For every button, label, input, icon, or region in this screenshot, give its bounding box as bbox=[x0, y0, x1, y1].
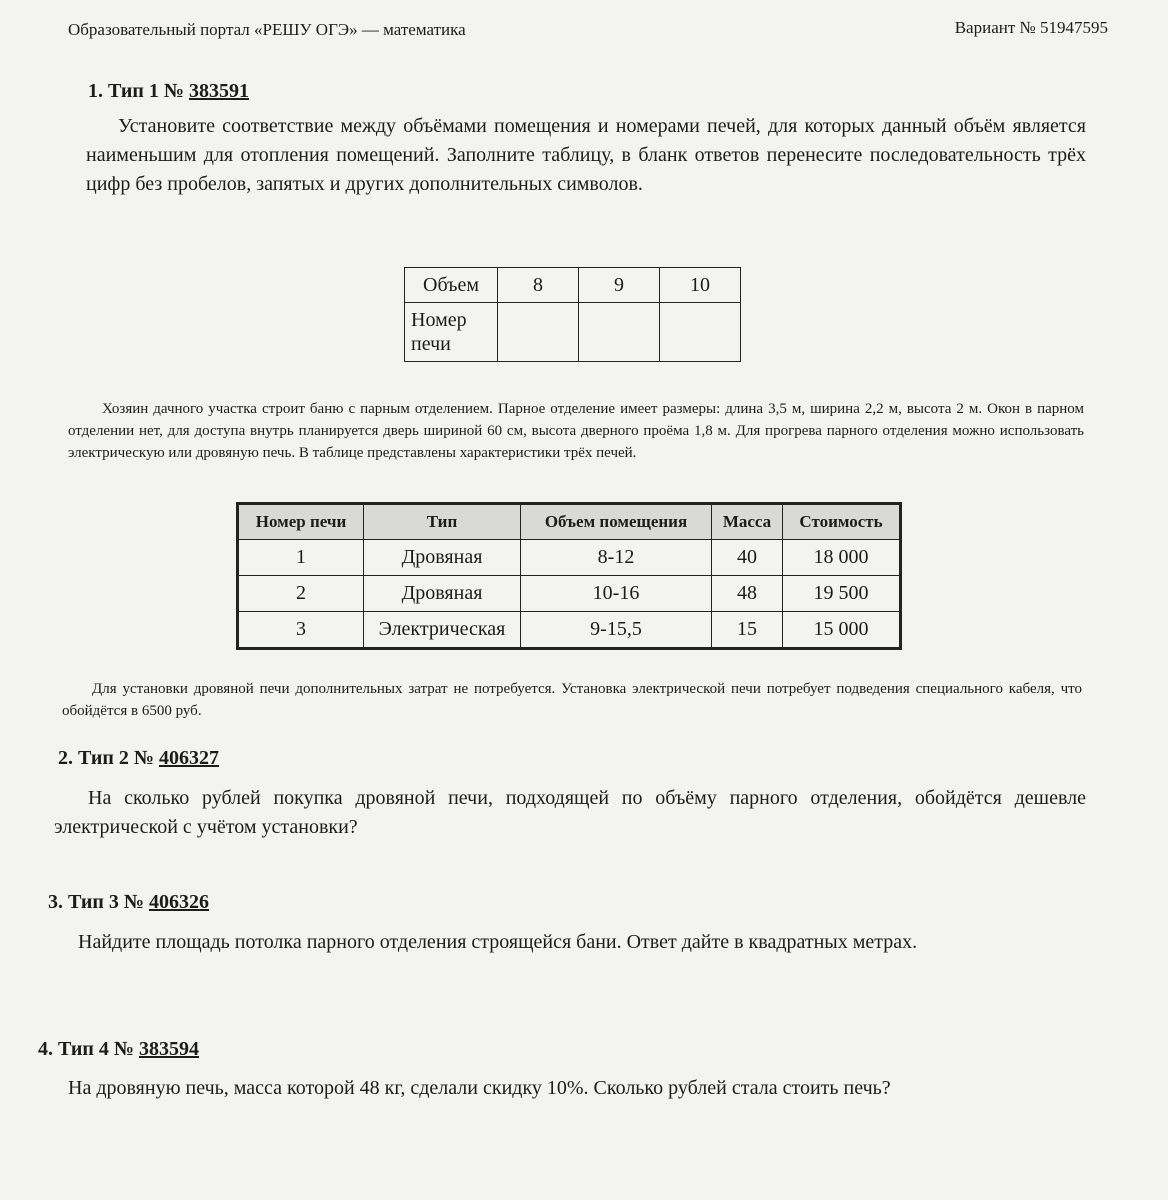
task-2-number-link[interactable]: 406327 bbox=[159, 747, 219, 769]
match-table bbox=[404, 267, 741, 362]
task-2-heading bbox=[58, 747, 219, 770]
match-table-header-volume: Объем bbox=[405, 268, 498, 303]
match-answer-cell-2[interactable] bbox=[579, 303, 660, 362]
task-4-text: На дровяную печь, масса которой 48 кг, сделали скидку 10%. Сколько рублей стала стоить печь? bbox=[68, 1077, 891, 1099]
table-row bbox=[239, 540, 900, 576]
variant-number: Вариант № 51947595 bbox=[954, 18, 1108, 37]
context-intro: Хозяин дачного участка строит баню с парным отделением. Парное отделение имеет размеры: длина 3,5 м, ширина 2,2 м, высота 2 м. Окон в парном отделении нет, для доступа внутрь планируется дверь шириной 60 см, высота дверного проёма 1,8 м. Для прогрева парного отделения можно использовать электрическую или дровяную печь. В таблице представлены характеристики трёх печей. bbox=[68, 401, 1084, 461]
table-row bbox=[239, 576, 900, 612]
stove-type: Дровяная bbox=[364, 540, 521, 576]
stove-number: 1 bbox=[239, 540, 364, 576]
stove-mass: 15 bbox=[712, 612, 783, 648]
task-1-number-link[interactable]: 383591 bbox=[189, 80, 249, 102]
stoves-header-mass: Масса bbox=[712, 505, 783, 540]
task-2-label: 2. Тип 2 № bbox=[58, 747, 159, 769]
task-3-number-link[interactable]: 406326 bbox=[149, 891, 209, 913]
portal-title: Образовательный портал «РЕШУ ОГЭ» — математика bbox=[68, 20, 466, 39]
stove-cost: 15 000 bbox=[783, 612, 900, 648]
stove-cost: 18 000 bbox=[783, 540, 900, 576]
context-note: Для установки дровяной печи дополнительных затрат не потребуется. Установка электрической печи потребует подведения специального кабеля, что обойдётся в 6500 руб. bbox=[62, 681, 1082, 719]
task-1-label: 1. Тип 1 № bbox=[88, 80, 189, 102]
stove-number: 3 bbox=[239, 612, 364, 648]
task-4-number-link[interactable]: 383594 bbox=[139, 1038, 199, 1060]
match-answer-cell-3[interactable] bbox=[660, 303, 741, 362]
match-cell-value-8: 8 bbox=[498, 268, 579, 303]
match-answer-cell-1[interactable] bbox=[498, 303, 579, 362]
stoves-header-number: Номер печи bbox=[239, 505, 364, 540]
task-2-text: На сколько рублей покупка дровяной печи, подходящей по объёму парного отделения, обойдётся дешевле электрической с учётом установки? bbox=[54, 787, 1086, 838]
stove-type: Дровяная bbox=[364, 576, 521, 612]
stove-mass: 48 bbox=[712, 576, 783, 612]
task-1-heading bbox=[88, 80, 249, 103]
task-3-heading bbox=[48, 891, 209, 914]
stove-cost: 19 500 bbox=[783, 576, 900, 612]
stoves-header-volume: Объем помещения bbox=[521, 505, 712, 540]
match-cell-value-10: 10 bbox=[660, 268, 741, 303]
stoves-header-cost: Стоимость bbox=[783, 505, 900, 540]
task-4-label: 4. Тип 4 № bbox=[38, 1038, 139, 1060]
stove-volume: 9-15,5 bbox=[521, 612, 712, 648]
task-3-text: Найдите площадь потолка парного отделения строящейся бани. Ответ дайте в квадратных метрах. bbox=[78, 931, 918, 953]
stoves-table bbox=[238, 504, 900, 648]
stove-mass: 40 bbox=[712, 540, 783, 576]
match-cell-value-9: 9 bbox=[579, 268, 660, 303]
match-table-header-stove-number: Номер печи bbox=[405, 303, 498, 362]
table-row bbox=[239, 612, 900, 648]
stove-type: Электрическая bbox=[364, 612, 521, 648]
task-1-text: Установите соответствие между объёмами помещения и номерами печей, для которых данный объём является наименьшим для отопления помещений. Заполните таблицу, в бланк ответов перенесите последовательность трёх цифр без пробелов, запятых и других дополнительных символов. bbox=[86, 115, 1086, 195]
stove-volume: 10-16 bbox=[521, 576, 712, 612]
task-4-heading bbox=[38, 1038, 199, 1061]
task-3-label: 3. Тип 3 № bbox=[48, 891, 149, 913]
stove-volume: 8-12 bbox=[521, 540, 712, 576]
stoves-header-type: Тип bbox=[364, 505, 521, 540]
stove-number: 2 bbox=[239, 576, 364, 612]
